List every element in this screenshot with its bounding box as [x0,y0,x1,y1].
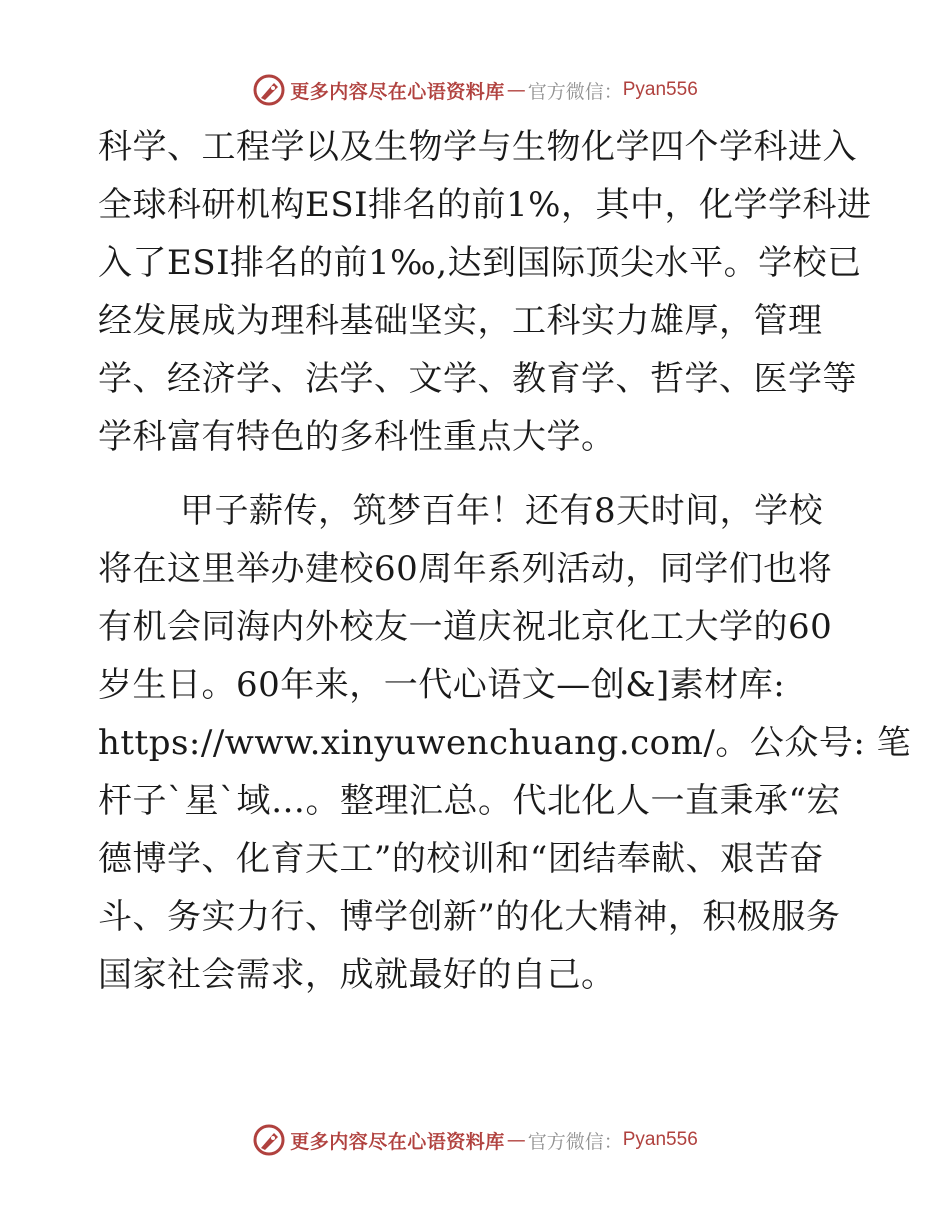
brand-name: 更多内容尽在心语资料库 [290,1130,505,1153]
text-line: 全球科研机构ESI排名的前1%，其中，化学学科进 [98,185,872,225]
paragraph-first-line: 甲子薪传，筑梦百年！还有8天时间，学校 [180,491,824,531]
header-banner [0,70,950,110]
text-line: 有机会同海内外校友一道庆祝北京化工大学的60 [98,607,833,647]
wechat-label: 官方微信： [527,1130,623,1153]
footer-banner [0,1120,950,1160]
text-line: 入了ESI排名的前1‰,达到国际顶尖水平。学校已 [98,243,862,283]
text-line: 杆子`星`域…。整理汇总。代北化人一直秉承“宏 [98,781,841,821]
wechat-label: 官方微信： [527,80,623,103]
banner-separator: — [506,1129,526,1151]
brand-name: 更多内容尽在心语资料库 [290,80,505,103]
pen-nib-logo-icon [252,73,286,107]
text-line: 德博学、化育天工”的校训和“团结奉献、艰苦奋 [98,839,824,879]
banner-separator: — [506,79,526,101]
wechat-id: Pyan556 [622,79,698,100]
wechat-id: Pyan556 [622,1129,698,1150]
text-line: 岁生日。60年来，一代心语文—创&]素材库: [98,665,786,705]
text-line: 学科富有特色的多科性重点大学。 [98,417,616,457]
text-line: 经发展成为理科基础坚实，工科实力雄厚，管理 [98,301,823,341]
text-line: 学、经济学、法学、文学、教育学、哲学、医学等 [98,359,857,399]
text-line: 斗、务实力行、博学创新”的化大精神，积极服务 [98,897,841,937]
pen-nib-logo-icon [252,1123,286,1157]
text-line: 科学、工程学以及生物学与生物化学四个学科进入 [98,127,857,167]
text-line: 将在这里举办建校60周年系列活动，同学们也将 [98,549,833,589]
text-line: 国家社会需求，成就最好的自己。 [98,955,616,995]
text-line: https://www.xinyuwenchuang.com/。公众号: 笔 [98,723,912,763]
